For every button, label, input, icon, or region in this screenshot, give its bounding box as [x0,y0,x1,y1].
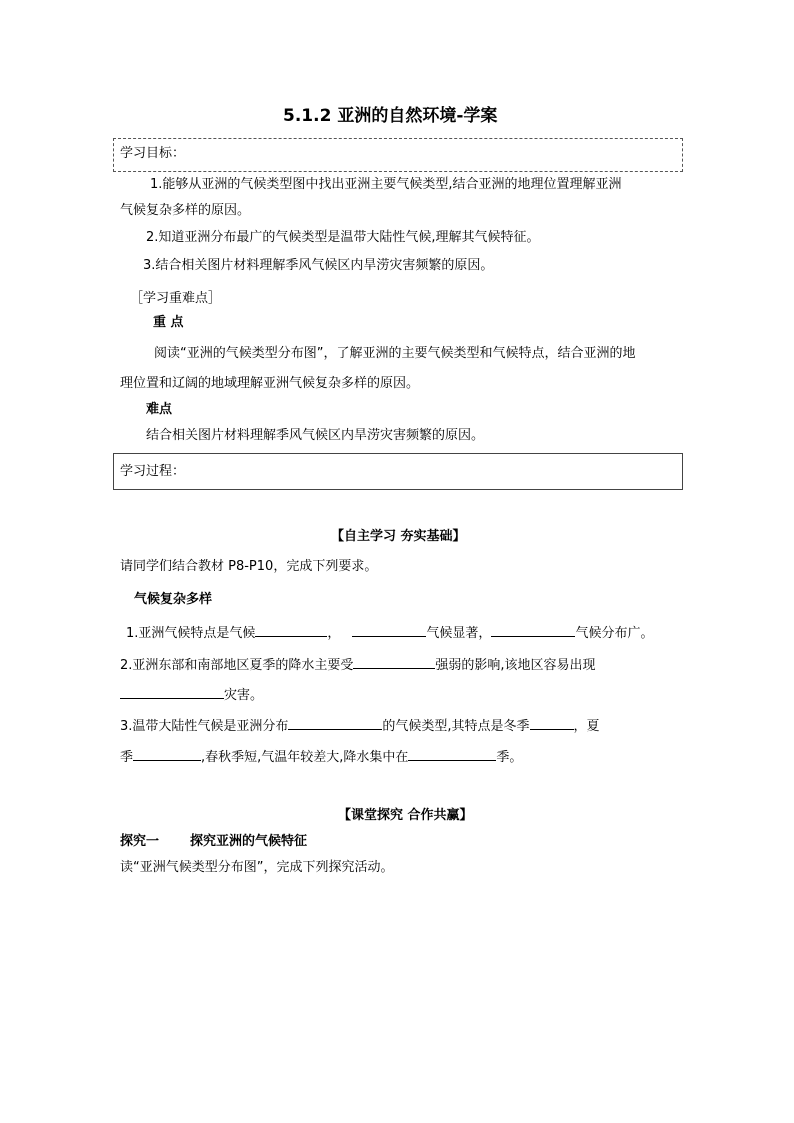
objective-3: 3.结合相关图片材料理解季风气候区内旱涝灾害频繁的原因。 [143,258,494,273]
process-heading: 学习过程： [120,464,186,479]
q1-text-c: 气候显著， [426,626,492,641]
q1-text-a: 1.亚洲气候特点是气候 [126,626,256,641]
objective-2: 2.知道亚洲分布最广的气候类型是温带大陆性气候,理解其气候特征。 [146,230,540,245]
q1-text-b: ， [327,626,341,641]
q2-text-a: 2.亚洲东部和南部地区夏季的降水主要受 [120,658,354,673]
question-3-line-2 [120,748,522,764]
q3-blank-4[interactable] [408,748,496,761]
focus-line-2: 理位置和辽阔的地域理解亚洲气候复杂多样的原因。 [120,376,420,391]
question-2-line-2 [120,686,263,702]
focus-label: 重 点 [153,315,184,330]
q3-text-f: 季。 [496,750,523,765]
q1-text-d: 气候分布广。 [575,626,654,641]
q3-text-b: 的气候类型,其特点是冬季 [382,719,530,734]
explore-item-label: 探究一 [120,834,160,849]
q3-text-e: ,春秋季短,气温年较差大,降水集中在 [201,750,409,765]
q3-blank-1[interactable] [288,717,382,730]
objectives-box [113,138,683,172]
q1-blank-1[interactable] [255,624,327,637]
self-study-intro: 请同学们结合教材 P8-P10，完成下列要求。 [120,559,378,574]
difficulty-text: 结合相关图片材料理解季风气候区内旱涝灾害频繁的原因。 [146,428,485,443]
explore-instruction: 读“亚洲气候类型分布图”，完成下列探究活动。 [120,860,394,875]
question-3-line-1 [120,717,600,733]
process-box [113,453,683,490]
objective-1-line-2: 气候复杂多样的原因。 [120,203,251,218]
document-title: 5.1.2 亚洲的自然环境-学案 [283,106,498,126]
question-1 [126,624,653,640]
q3-blank-2[interactable] [530,717,574,730]
q1-blank-2[interactable] [352,624,426,637]
question-2-line-1 [120,656,596,672]
q3-text-a: 3.温带大陆性气候是亚洲分布 [120,719,289,734]
climate-subheading: 气候复杂多样 [134,592,213,607]
q2-text-c: 灾害。 [224,688,264,703]
q3-text-c: ，夏 [573,719,600,734]
focus-line-1: 阅读“亚洲的气候类型分布图”，了解亚洲的主要气候类型和气候特点，结合亚洲的地 [154,346,636,361]
objective-1-line-1: 1.能够从亚洲的气候类型图中找出亚洲主要气候类型,结合亚洲的地理位置理解亚洲 [150,177,622,192]
difficulty-label: 难点 [146,402,173,417]
q2-blank-1[interactable] [353,656,435,669]
q1-blank-3[interactable] [491,624,575,637]
q3-blank-3[interactable] [133,748,201,761]
explore-item-title: 探究亚洲的气候特征 [190,834,308,849]
q2-text-b: 强弱的影响,该地区容易出现 [435,658,596,673]
q2-blank-2[interactable] [120,686,224,699]
objectives-heading: 学习目标： [120,146,186,161]
q3-text-d: 季 [120,750,134,765]
self-study-heading: 【自主学习 夯实基础】 [331,529,466,544]
explore-heading: 【课堂探究 合作共赢】 [338,808,473,823]
keypoints-heading: ［学习重难点］ [130,291,222,306]
